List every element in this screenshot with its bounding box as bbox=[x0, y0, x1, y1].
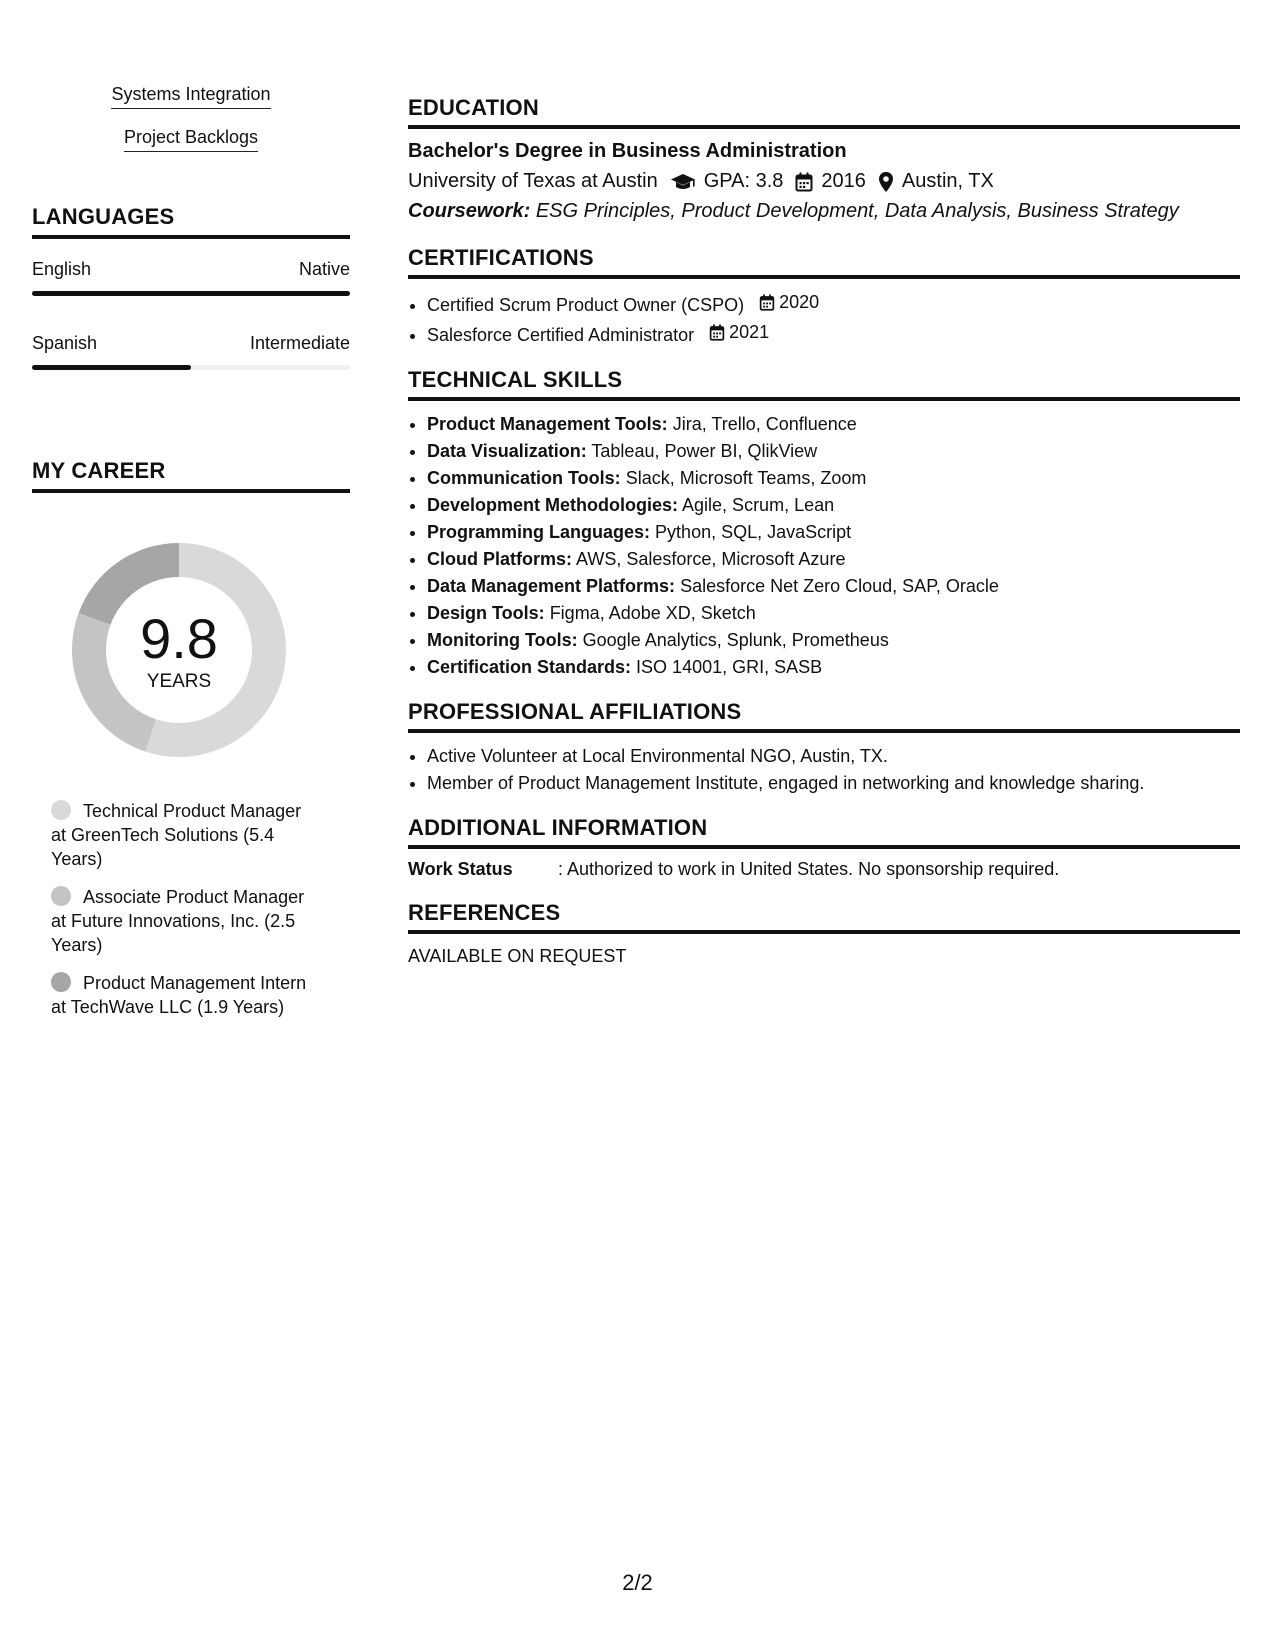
language-bar-fill bbox=[32, 291, 350, 296]
skill-tag: Project Backlogs bbox=[124, 127, 258, 152]
education-school: University of Texas at Austin bbox=[408, 170, 658, 192]
skill-item bbox=[427, 492, 1240, 519]
certification-item bbox=[427, 319, 1240, 349]
skill-item bbox=[427, 546, 1240, 573]
certification-name: Salesforce Certified Administrator bbox=[427, 325, 695, 345]
skill-value: Jira, Trello, Confluence bbox=[672, 414, 857, 434]
technical-skills-heading: TECHNICAL SKILLS bbox=[408, 367, 1240, 401]
work-status-value: : Authorized to work in United States. No sponsorship required. bbox=[558, 859, 1060, 879]
languages-heading: LANGUAGES bbox=[32, 204, 350, 239]
languages-list bbox=[32, 259, 350, 370]
skill-label: Programming Languages: bbox=[427, 522, 651, 542]
calendar-icon bbox=[795, 172, 813, 192]
donut-center bbox=[66, 607, 292, 693]
map-pin-icon bbox=[878, 171, 894, 193]
skill-value: Python, SQL, JavaScript bbox=[655, 522, 852, 542]
language-item bbox=[32, 259, 350, 296]
affiliation-item: • Member of Product Management Institute, engaged in networking and knowledge sharing. bbox=[427, 770, 1240, 797]
skill-item bbox=[427, 573, 1240, 600]
skill-tags bbox=[32, 84, 350, 170]
right-column bbox=[408, 95, 1240, 967]
skill-label: Cloud Platforms: bbox=[427, 549, 573, 569]
skill-item bbox=[427, 519, 1240, 546]
career-item-text: Technical Product Manager at GreenTech Solutions (5.4 Years) bbox=[51, 801, 302, 869]
page-number: 2/2 bbox=[622, 1570, 653, 1595]
certification-year: 2020 bbox=[779, 292, 820, 312]
skill-value: AWS, Salesforce, Microsoft Azure bbox=[576, 549, 846, 569]
affiliations-list bbox=[408, 743, 1240, 797]
affiliation-item: • Active Volunteer at Local Environmental NGO, Austin, TX. bbox=[427, 743, 1240, 770]
language-level: Native bbox=[298, 259, 350, 279]
technical-skills-list bbox=[408, 411, 1240, 681]
certifications-heading: CERTIFICATIONS bbox=[408, 245, 1240, 279]
affiliations-heading: PROFESSIONAL AFFILIATIONS bbox=[408, 699, 1240, 733]
coursework-text: ESG Principles, Product Development, Data Analysis, Business Strategy bbox=[535, 200, 1179, 222]
skill-item bbox=[427, 438, 1240, 465]
language-level: Intermediate bbox=[249, 333, 350, 353]
skill-label: Communication Tools: bbox=[427, 468, 621, 488]
career-item bbox=[51, 799, 321, 871]
language-item bbox=[32, 333, 350, 370]
education-coursework bbox=[408, 200, 1240, 223]
career-item bbox=[51, 971, 321, 1019]
career-total-years: 9.8 bbox=[140, 607, 218, 670]
certification-name: Certified Scrum Product Owner (CSPO) bbox=[427, 295, 745, 315]
skill-value: ISO 14001, GRI, SASB bbox=[636, 657, 823, 677]
education-year: 2016 bbox=[821, 170, 866, 192]
skill-label: Data Visualization: bbox=[427, 441, 587, 461]
skill-value: Salesforce Net Zero Cloud, SAP, Oracle bbox=[680, 576, 999, 596]
calendar-icon bbox=[759, 294, 775, 311]
career-years-unit: YEARS bbox=[146, 671, 212, 692]
work-status-row bbox=[408, 859, 1240, 880]
skill-value: Slack, Microsoft Teams, Zoom bbox=[625, 468, 867, 488]
skill-item bbox=[427, 627, 1240, 654]
work-status-label: Work Status bbox=[408, 859, 513, 879]
education-heading: EDUCATION bbox=[408, 95, 1240, 129]
education-degree: Bachelor's Degree in Business Administration bbox=[408, 140, 847, 162]
skill-label: Design Tools: bbox=[427, 603, 545, 623]
education-details bbox=[408, 170, 1240, 193]
language-bar bbox=[32, 365, 350, 370]
skill-label: Product Management Tools: bbox=[427, 414, 668, 434]
references-text: AVAILABLE ON REQUEST bbox=[408, 946, 627, 966]
skill-item bbox=[427, 654, 1240, 681]
career-donut-chart bbox=[66, 537, 292, 763]
graduation-cap-icon bbox=[670, 172, 696, 192]
language-name: Spanish bbox=[32, 333, 98, 353]
coursework-label: Coursework: bbox=[408, 200, 531, 222]
career-legend bbox=[51, 799, 321, 1019]
calendar-icon bbox=[709, 324, 725, 341]
skill-label: Data Management Platforms: bbox=[427, 576, 676, 596]
career-item bbox=[51, 885, 321, 957]
career-item-text: Product Management Intern at TechWave LLC (1.9 Years) bbox=[51, 973, 307, 1017]
language-bar-fill bbox=[32, 365, 191, 370]
skill-item bbox=[427, 600, 1240, 627]
skill-tag: Systems Integration bbox=[111, 84, 270, 109]
skill-value: Google Analytics, Splunk, Prometheus bbox=[582, 630, 889, 650]
skill-label: Monitoring Tools: bbox=[427, 630, 578, 650]
career-heading: MY CAREER bbox=[32, 458, 350, 493]
legend-dot bbox=[51, 972, 71, 992]
skill-value: Tableau, Power BI, QlikView bbox=[591, 441, 818, 461]
certifications-list bbox=[408, 289, 1240, 349]
skill-item bbox=[427, 465, 1240, 492]
language-bar bbox=[32, 291, 350, 296]
skill-item bbox=[427, 411, 1240, 438]
certification-item bbox=[427, 289, 1240, 319]
career-item-text: Associate Product Manager at Future Innovations, Inc. (2.5 Years) bbox=[51, 887, 305, 955]
left-column bbox=[32, 84, 350, 1033]
additional-info-heading: ADDITIONAL INFORMATION bbox=[408, 815, 1240, 849]
legend-dot bbox=[51, 800, 71, 820]
references-heading: REFERENCES bbox=[408, 900, 1240, 934]
skill-value: Agile, Scrum, Lean bbox=[682, 495, 835, 515]
legend-dot bbox=[51, 886, 71, 906]
education-gpa: GPA: 3.8 bbox=[703, 170, 784, 192]
certification-year: 2021 bbox=[729, 322, 770, 342]
skill-value: Figma, Adobe XD, Sketch bbox=[549, 603, 756, 623]
language-name: English bbox=[32, 259, 92, 279]
skill-label: Development Methodologies: bbox=[427, 495, 679, 515]
skill-label: Certification Standards: bbox=[427, 657, 632, 677]
education-location: Austin, TX bbox=[901, 170, 994, 192]
